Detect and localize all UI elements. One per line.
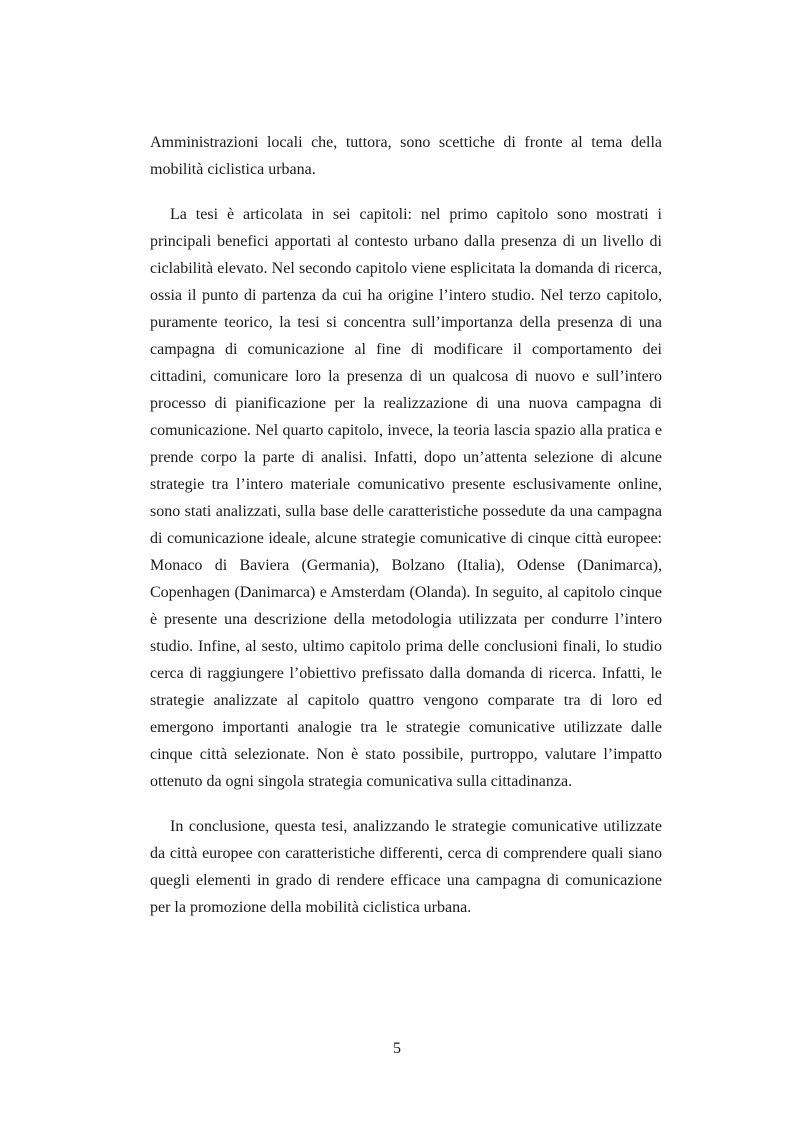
text-line: emergono importanti analogie tra le strategie comunicative utilizzate dalle bbox=[150, 719, 662, 736]
text-line: ciclabilità elevato. Nel secondo capitolo viene esplicitata la domanda di ricerca, bbox=[150, 260, 662, 277]
body-text bbox=[150, 129, 662, 921]
page-number: 5 bbox=[393, 1040, 401, 1057]
paragraph-2 bbox=[150, 201, 662, 795]
text-line: In conclusione, questa tesi, analizzando le strategie comunicative utilizzate bbox=[170, 818, 662, 835]
text-line: mobilità ciclistica urbana. bbox=[150, 161, 316, 178]
text-line: comunicazione. Nel quarto capitolo, invece, la teoria lascia spazio alla pratica e bbox=[150, 422, 662, 439]
text-line: ottenuto da ogni singola strategia comunicativa sulla cittadinanza. bbox=[150, 773, 573, 790]
text-line: studio. Infine, al sesto, ultimo capitolo prima delle conclusioni finali, lo studio bbox=[150, 638, 662, 655]
text-line: puramente teorico, la tesi si concentra sull’importanza della presenza di una bbox=[150, 314, 662, 331]
text-line: processo di pianificazione per la realizzazione di una nuova campagna di bbox=[150, 395, 662, 412]
text-line: sono stati analizzati, sulla base delle caratteristiche possedute da una campagna bbox=[150, 503, 662, 520]
text-line: cerca di raggiungere l’obiettivo prefissato dalla domanda di ricerca. Infatti, le bbox=[150, 665, 662, 682]
text-line: prende corpo la parte di analisi. Infatti, dopo un’attenta selezione di alcune bbox=[150, 449, 662, 466]
text-line: La tesi è articolata in sei capitoli: nel primo capitolo sono mostrati i bbox=[170, 206, 662, 223]
text-line: cinque città selezionate. Non è stato possibile, purtroppo, valutare l’impatto bbox=[150, 746, 662, 763]
text-line: Copenhagen (Danimarca) e Amsterdam (Olanda). In seguito, al capitolo cinque bbox=[150, 584, 662, 601]
paragraph-3 bbox=[150, 813, 662, 921]
text-line: principali benefici apportati al contesto urbano dalla presenza di un livello di bbox=[150, 233, 662, 250]
text-line: per la promozione della mobilità ciclistica urbana. bbox=[150, 899, 472, 916]
text-line: ossia il punto di partenza da cui ha origine l’intero studio. Nel terzo capitolo, bbox=[150, 287, 662, 304]
text-line: di comunicazione ideale, alcune strategie comunicative di cinque città europee: bbox=[150, 530, 662, 547]
text-line: strategie analizzate al capitolo quattro vengono comparate tra di loro ed bbox=[150, 692, 662, 709]
text-line: da città europee con caratteristiche differenti, cerca di comprendere quali siano bbox=[150, 845, 662, 862]
text-line: Monaco di Baviera (Germania), Bolzano (Italia), Odense (Danimarca), bbox=[150, 557, 662, 574]
text-line: quegli elementi in grado di rendere efficace una campagna di comunicazione bbox=[150, 872, 662, 889]
text-line: è presente una descrizione della metodologia utilizzata per condurre l’intero bbox=[150, 611, 662, 628]
text-line: Amministrazioni locali che, tuttora, sono scettiche di fronte al tema della bbox=[150, 134, 662, 151]
paragraph-1 bbox=[150, 129, 662, 183]
text-line: cittadini, comunicare loro la presenza di un qualcosa di nuovo e sull’intero bbox=[150, 368, 662, 385]
text-line: campagna di comunicazione al fine di modificare il comportamento dei bbox=[150, 341, 662, 358]
text-line: strategie tra l’intero materiale comunicativo presente esclusivamente online, bbox=[150, 476, 662, 493]
